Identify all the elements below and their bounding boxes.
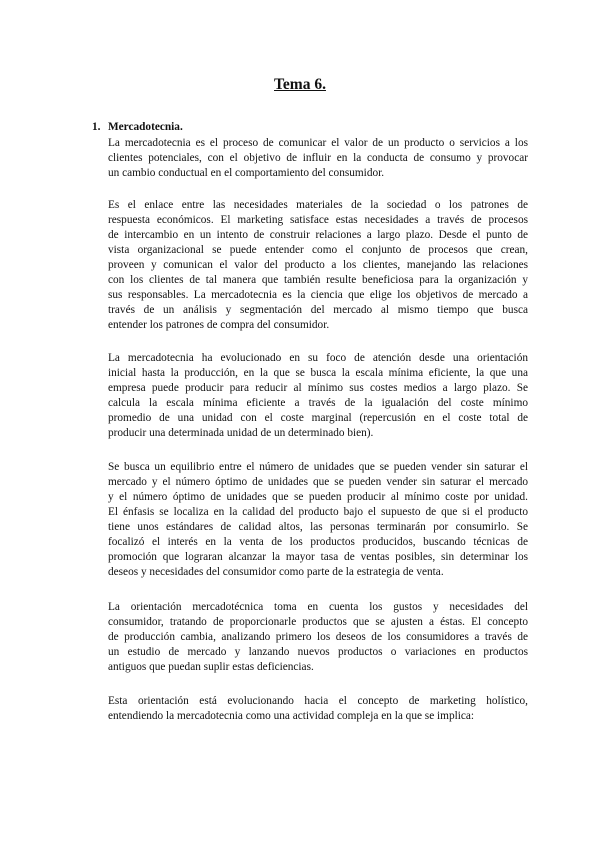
text-line: empresa puede producir para reducir al mínimo sus costes medios a largo plazo. Se: [108, 382, 528, 394]
paragraph-1: [108, 136, 528, 181]
paragraph-2: [108, 198, 528, 333]
text-line: promedio de una unidad con el coste marginal (repercusión en el coste total de: [108, 412, 528, 424]
page-title: Tema 6.: [274, 76, 326, 93]
text-line: Es el enlace entre las necesidades materiales de la sociedad o los patrones de: [108, 199, 528, 211]
section-heading: [92, 121, 183, 133]
text-line: tiene unos estándares de calidad altos, las personas terminarán por consumirlo. Se: [108, 521, 528, 533]
section-heading-text: Mercadotecnia.: [108, 121, 183, 133]
text-line: entender los patrones de compra del consumidor.: [108, 319, 330, 331]
paragraph-4: [108, 460, 528, 580]
text-line: Se busca un equilibrio entre el número de unidades que se pueden vender sin saturar el: [108, 461, 528, 473]
text-line: proveen y comunican el valor del producto a los clientes, manejando las relaciones: [108, 259, 528, 271]
text-line: mercado y el número óptimo de unidades que se pueden vender sin saturar el mercado: [108, 476, 528, 488]
text-line: y el número óptimo de unidades que se pueden producir al mínimo coste por unidad.: [108, 491, 528, 503]
text-line: El énfasis se localiza en la calidad del producto bajo el supuesto de que si el producto: [108, 506, 528, 518]
section-number: 1.: [92, 121, 101, 133]
text-line: de producción cambia, analizando primero los deseos de los consumidores a través de: [108, 631, 528, 643]
text-line: vista organizacional se puede entender como el conjunto de procesos que crean,: [108, 244, 528, 256]
text-line: producir una determinada unidad de un determinado bien).: [108, 427, 374, 439]
text-line: sus responsables. La mercadotecnia es la ciencia que elige los objetivos de mercado a: [108, 289, 528, 301]
text-line: respuesta económicos. El marketing satisface estas necesidades a través de procesos: [108, 214, 528, 226]
text-line: un cambio conductual en el comportamiento del consumidor.: [108, 167, 385, 179]
text-line: través de un análisis y segmentación del mercado al mismo tiempo que busca: [108, 304, 528, 316]
text-line: calcula la escala mínima eficiente a través de la igualación del coste mínimo: [108, 397, 528, 409]
text-line: entendiendo la mercadotecnia como una actividad compleja en la que se implica:: [108, 710, 475, 722]
text-line: un estudio de mercado y lanzando nuevos productos o variaciones en productos: [108, 646, 528, 658]
text-line: Esta orientación está evolucionando hacia el concepto de marketing holístico,: [108, 695, 528, 707]
paragraph-5: [108, 600, 528, 675]
text-line: deseos y necesidades del consumidor como parte de la estrategia de venta.: [108, 566, 444, 578]
paragraph-6: [108, 694, 528, 724]
text-line: con los clientes de tal manera que también resulte beneficiosa para la organización y: [108, 274, 528, 286]
text-line: promoción que lograran alcanzar la mayor tasa de ventas posibles, sin determinar los: [108, 551, 528, 563]
text-line: La mercadotecnia es el proceso de comunicar el valor de un producto o servicios a los: [108, 137, 528, 149]
text-line: La mercadotecnia ha evolucionado en su foco de atención desde una orientación: [108, 352, 528, 364]
text-line: antiguos que puedan suplir estas deficiencias.: [108, 661, 314, 673]
text-line: de intercambio en un intento de construir relaciones a largo plazo. Desde el punto de: [108, 229, 528, 241]
paragraph-3: [108, 351, 528, 441]
text-line: clientes potenciales, con el objetivo de influir en la conducta de consumo y provocar: [108, 152, 528, 164]
text-line: inicial hasta la producción, en la que se busca la escala mínima eficiente, la que una: [108, 367, 528, 379]
text-line: consumidor, tratando de proporcionarle productos que se ajusten a éstas. El concepto: [108, 616, 528, 628]
text-line: focalizó el interés en la venta de los productos producidos, buscando técnicas de: [108, 536, 528, 548]
text-line: La orientación mercadotécnica toma en cuenta los gustos y necesidades del: [108, 601, 528, 613]
